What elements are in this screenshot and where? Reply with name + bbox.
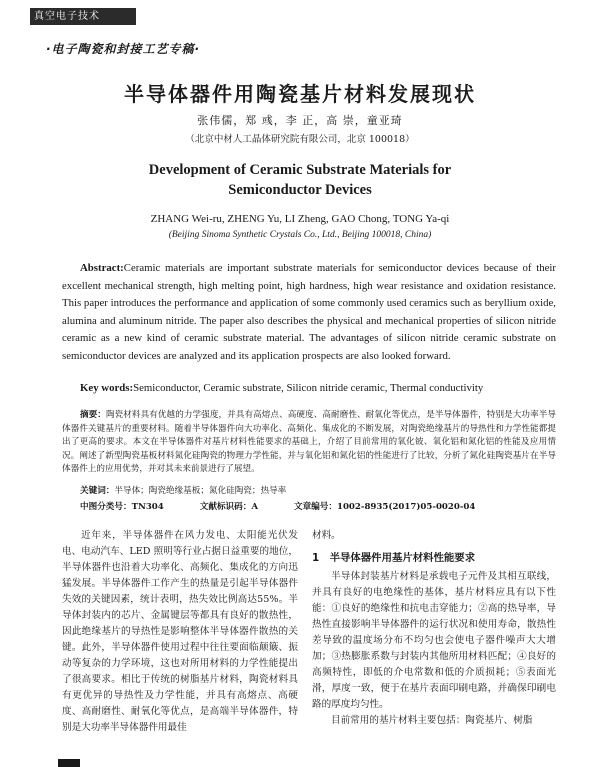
article-number: 文章编号：1002-8935(2017)05-0020-04 [294, 502, 476, 512]
journal-name-tab: 真空电子技术 [30, 8, 136, 25]
document-code: 文献标识码：A [199, 502, 258, 512]
abstract-cn [62, 409, 556, 477]
affiliation-en: (Beijing Sinoma Synthetic Crystals Co., Ltd., Beijing 100018, China) [168, 230, 432, 240]
body-paragraph: 近年来，半导体器件在风力发电、太阳能光伏发电、电动汽车、LED 照明等行业占据日益重要的地位，半导体器件也沿着大功率化、高频化、集成化的方向迅猛发展。半导体器件工作产生的热量是引起半导体器件失效的关键因素，统计表明，热失效比例高达55%。半导体封装内的芯片、金属键层等都具有良好的散热性，因此绝缘基片的导热性是影响整体半导体器件散热的关键。此外，半导体器件使用过程中往往要面临颠簸、振动等复杂的力学环境，这也对所用材料的力学性能提出了很高要求。相比于传统的树脂基片材料，陶瓷材料具有更优异的导热性及力学性能，并具有高熔点、高硬度、高耐磨性、耐氧化等优点，是高端半导体器件，特别是大功率半导体器件用最佳 [62, 530, 298, 733]
column-tag: ·电子陶瓷和封接工艺专稿· [46, 42, 201, 56]
keywords-en-text: Semiconductor, Ceramic substrate, Silicon nitride ceramic, Thermal conductivity [133, 382, 484, 394]
section-heading: 1 半导体器件用基片材料性能要求 [312, 552, 476, 564]
keywords-en-label: Key words: [80, 382, 134, 394]
body-column-left [62, 528, 298, 736]
paper-title-en-line1: Development of Ceramic Substrate Materials for [148, 162, 452, 178]
authors-cn: 张伟儒，郑 彧，李 正，高 崇，童亚琦 [197, 114, 403, 127]
abstract-cn-label: 摘要： [80, 410, 106, 420]
paper-title-cn: 半导体器件用陶瓷基片材料发展现状 [124, 82, 476, 106]
keywords-en [80, 382, 556, 394]
authors-en: ZHANG Wei-ru, ZHENG Yu, LI Zheng, GAO Chong, TONG Ya-qi [150, 213, 450, 225]
paper-title-en [0, 160, 600, 200]
body-paragraph: 半导体封装基片材料是承载电子元件及其相互联线，并具有良好的电绝缘性的基体，基片材料应具有以下性能：①良好的绝缘性和抗电击穿能力；②高的热导率，导热性直接影响半导体器件的运行状况和使用寿命，散热性差导致的温度场分布不均匀也会使电子器件噪声大大增加；③热膨胀系数与封装内其他所用材料匹配；④良好的高频特性，即低的介电常数和低的介质损耗；⑤表面光滑，厚度一致，便于在基片表面印刷电路，并确保印刷电路的厚度均匀性。 [312, 571, 556, 710]
page-number-block [58, 759, 80, 767]
abstract-en [62, 260, 556, 365]
keywords-cn-label: 关键词： [80, 486, 115, 496]
clc-number: 中图分类号：TN304 [80, 502, 164, 512]
keywords-cn [80, 484, 286, 496]
abstract-en-text: Ceramic materials are important substrate materials for semiconductor devices because of their excellent mechanical strength, high melting point, high hardness, high wear resistance and oxidation resistance. This paper introduces the performance and application of some commonly used ceramics such as beryllium oxide, alumina and aluminum nitride. The paper also describes the physical and mechanical properties of silicon nitride ceramic as a new kind of ceramic substrate material. The advantages of silicon nitride ceramic substrate on semiconductor devices are analyzed and its application prospects are also looked forward. [62, 262, 556, 362]
affiliation-cn: （北京中材人工晶体研究院有限公司，北京 100018） [185, 134, 415, 145]
abstract-en-label: Abstract: [80, 262, 124, 274]
body-paragraph: 材料。 [312, 530, 341, 541]
abstract-cn-text: 陶瓷材料具有优越的力学强度，并具有高熔点、高硬度、高耐磨性、耐氧化等优点，是半导体器件，特别是大功率半导体器件关键基片的重要材料。随着半导体器件向大功率化、高频化、集成化的不断发展，对陶瓷绝缘基片的导热性和力学性能都提出了更高的要求。本文在半导体器件对基片材料性能要求的基础上，介绍了目前常用的氧化铍、氧化铝和氮化铝的性能及应用情况。阐述了新型陶瓷基板材料氮化硅陶瓷的物理力学性能，并与氧化铝和氮化铝的性能进行了比较，分析了氮化硅陶瓷基片在半导体器件上的应用优势，并对其未来前景进行了展望。 [62, 410, 556, 474]
body-column-right [312, 528, 556, 729]
classification-line [80, 500, 556, 512]
paper-title-en-line2: Semiconductor Devices [228, 182, 372, 198]
keywords-cn-text: 半导体；陶瓷绝缘基板；氮化硅陶瓷；热导率 [114, 486, 287, 496]
body-paragraph: 目前常用的基片材料主要包括：陶瓷基片、树脂 [331, 715, 533, 726]
